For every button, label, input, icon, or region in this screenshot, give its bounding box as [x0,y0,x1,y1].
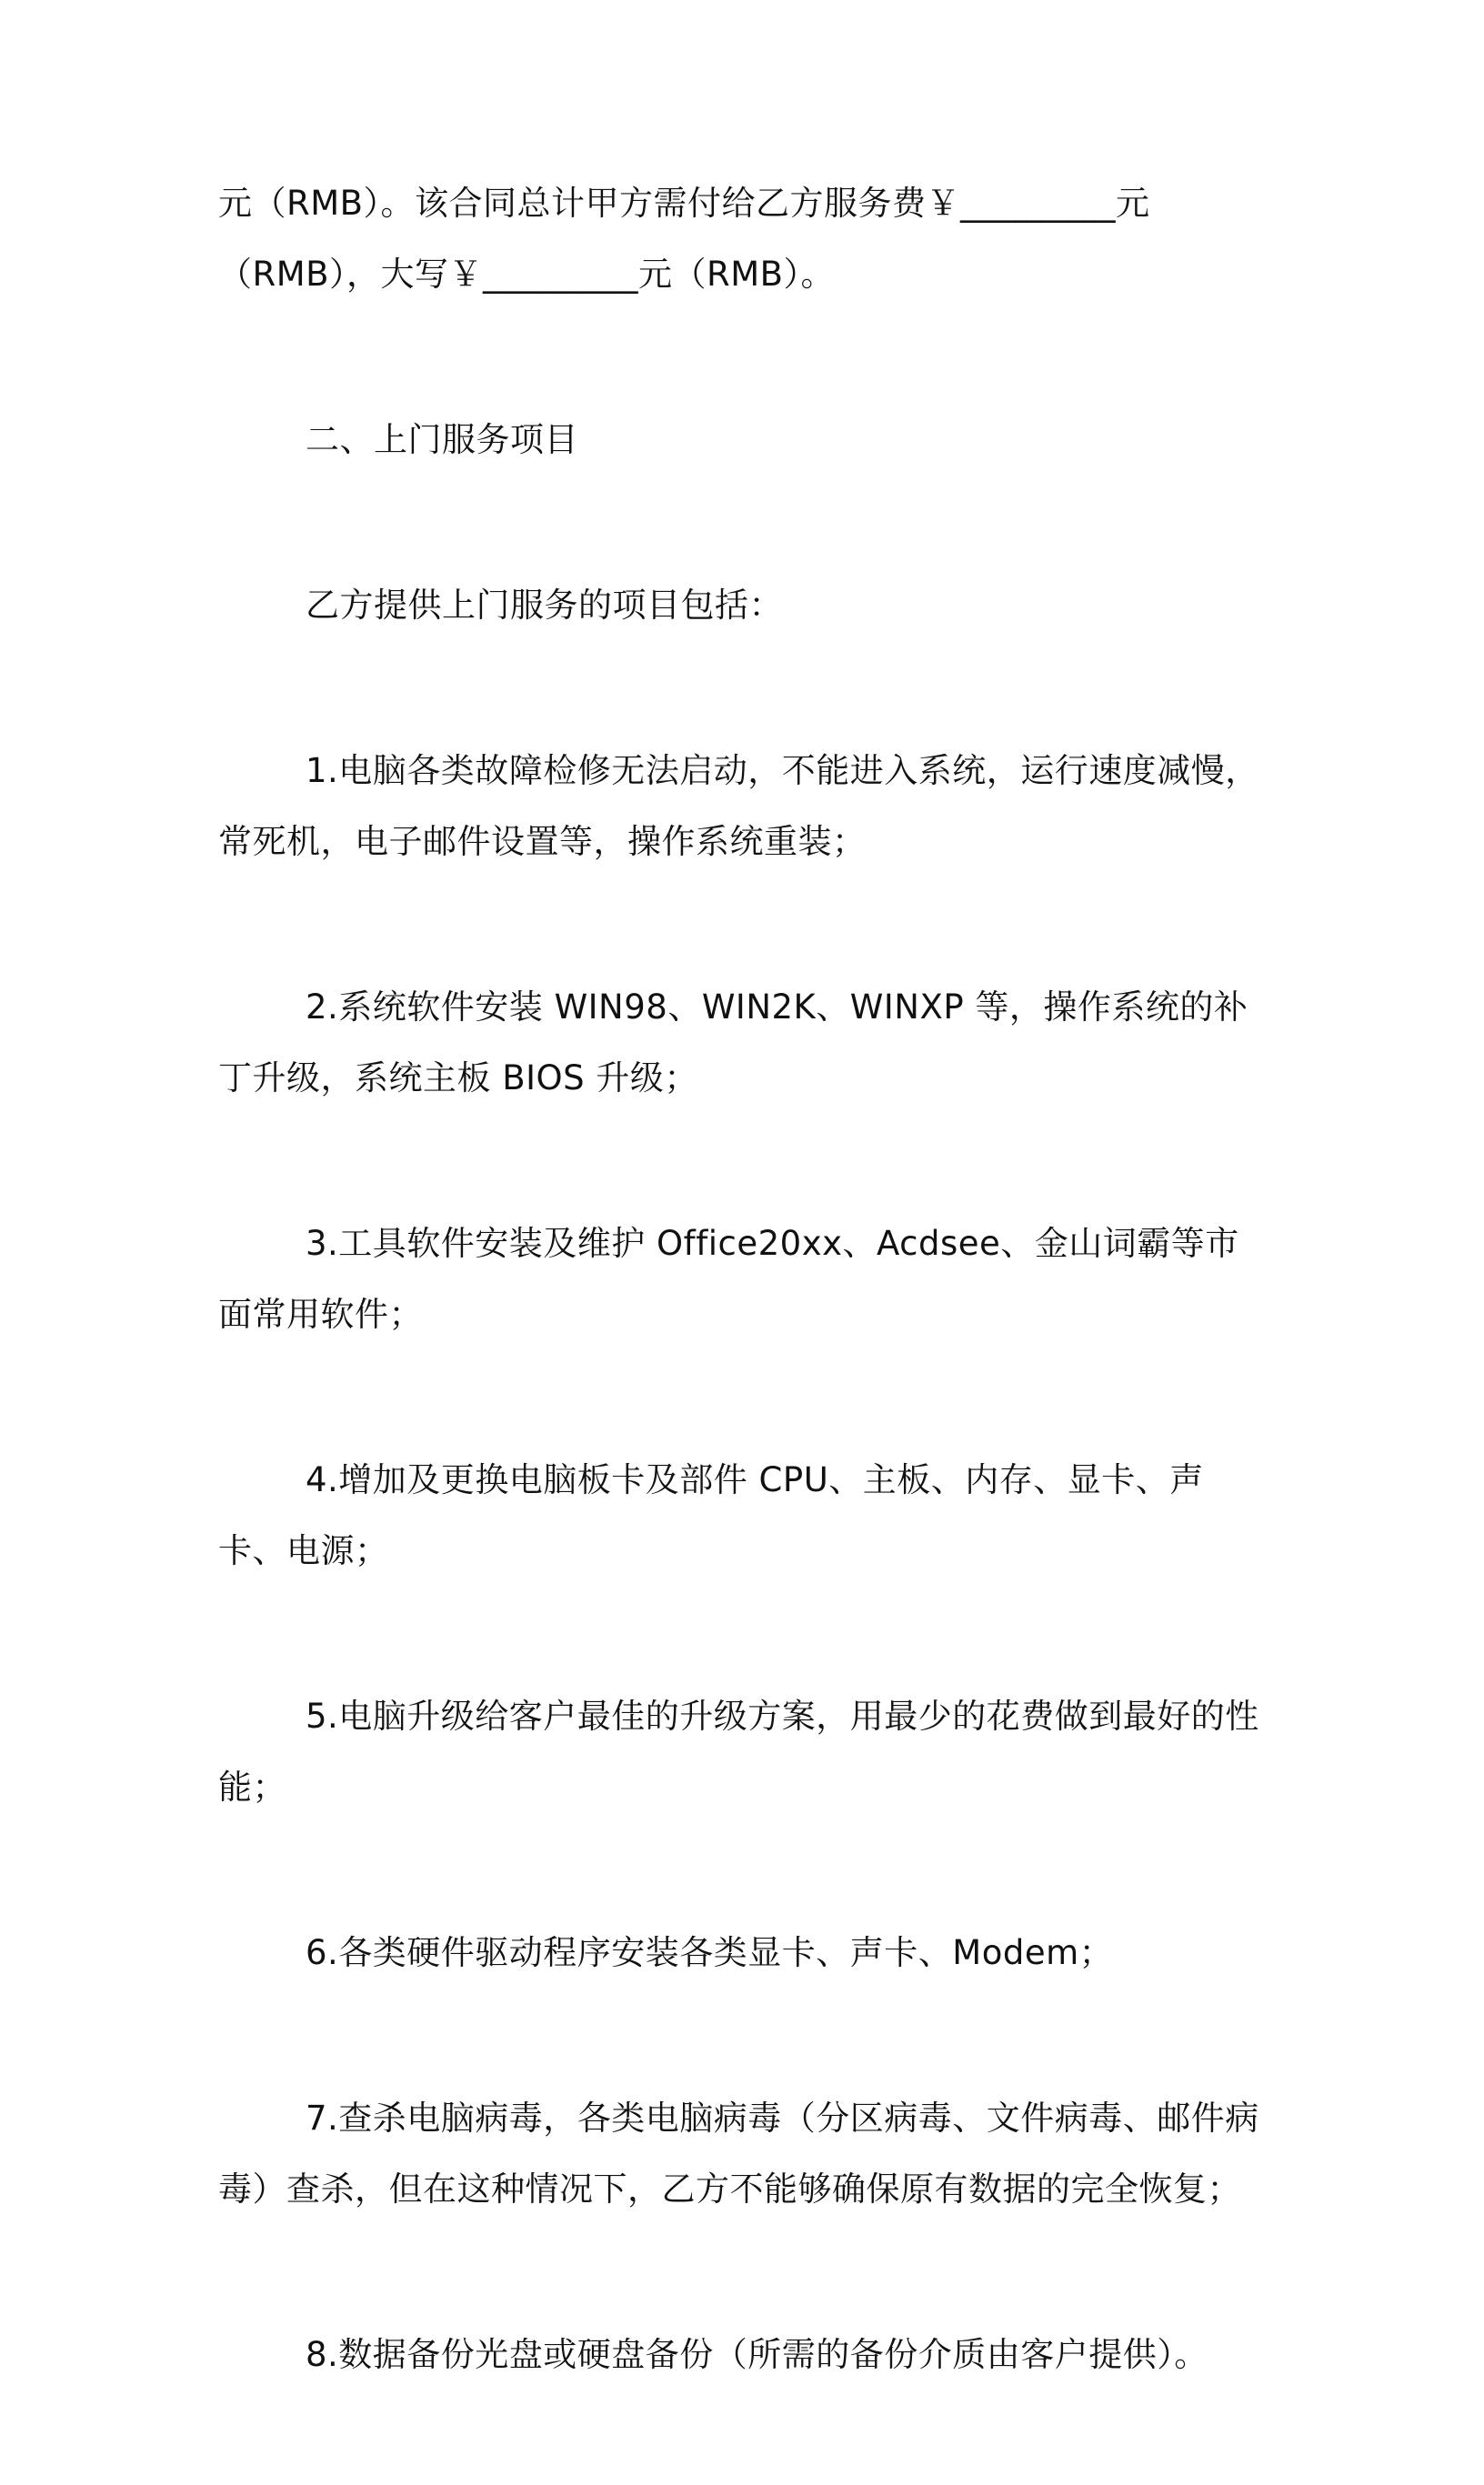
fee-paragraph: 元（RMB）。该合同总计甲方需付给乙方服务费￥_________元（RMB），大写￥_________元（RMB）。 [218,184,1150,294]
service-item-4: 4.增加及更换电脑板卡及部件 CPU、主板、内存、显卡、声卡、电源； [218,1460,1204,1570]
service-item-2: 2.系统软件安装 WIN98、WIN2K、WINXP 等，操作系统的补丁升级，系统主板 BIOS 升级； [218,987,1248,1097]
document-body [218,168,1264,2485]
service-item-1: 1.电脑各类故障检修无法启动，不能进入系统，运行速度减慢，常死机，电子邮件设置等，操作系统重装； [218,751,1259,861]
service-item-5: 5.电脑升级给客户最佳的升级方案，用最少的花费做到最好的性能； [218,1697,1259,1807]
section-heading: 二、上门服务项目 [306,420,578,459]
service-item-8: 8.数据备份光盘或硬盘备份（所需的备份介质由客户提供）。 [306,2335,1208,2374]
intro-paragraph: 乙方提供上门服务的项目包括： [306,586,783,625]
service-item-7: 7.查杀电脑病毒，各类电脑病毒（分区病毒、文件病毒、邮件病毒）查杀，但在这种情况下，乙方不能够确保原有数据的完全恢复； [218,2099,1259,2209]
service-item-3: 3.工具软件安装及维护 Office20xx、Acdsee、金山词霸等市面常用软件； [218,1224,1239,1334]
service-item-6: 6.各类硬件驱动程序安装各类显卡、声卡、Modem； [306,1933,1114,1972]
